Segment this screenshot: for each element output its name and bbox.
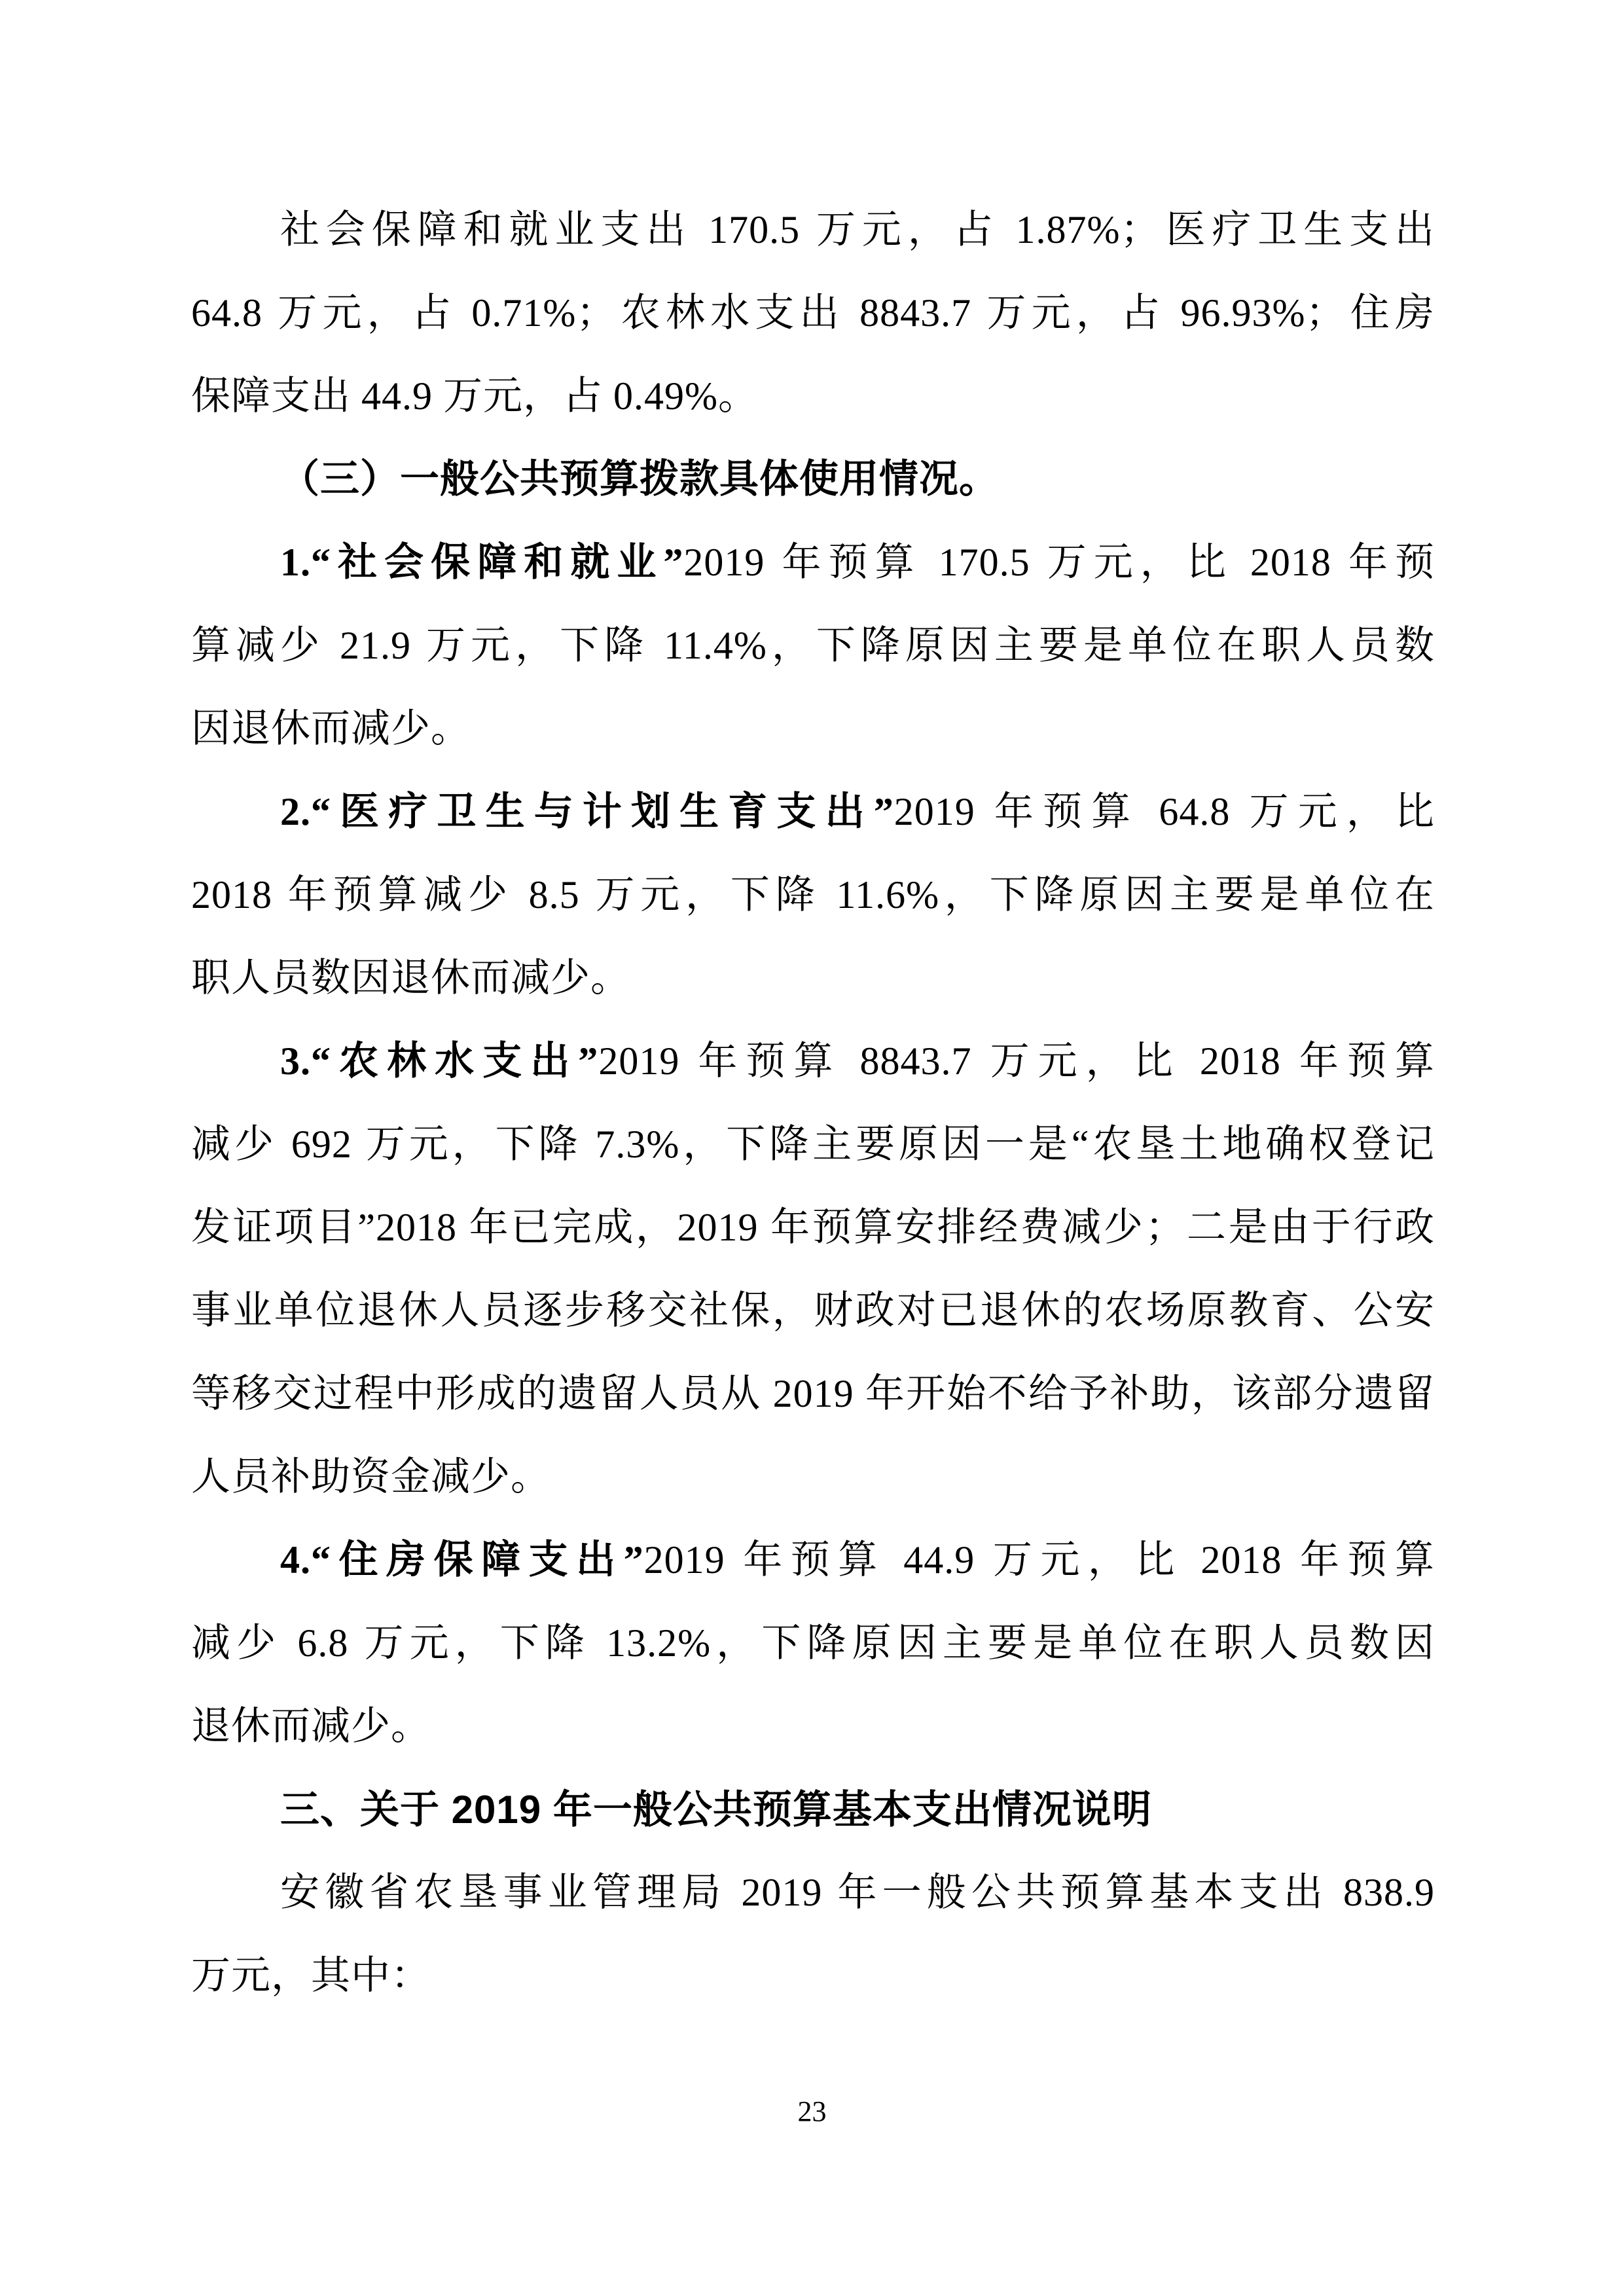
section-heading-basic-expenditure-bold: 三、关于 2019 年一般公共预算基本支出情况说明 xyxy=(280,1788,1152,1832)
doc-line-2 xyxy=(191,272,1435,355)
item-1-title-bold: 1.“社会保障和就业” xyxy=(280,541,684,584)
doc-line-22 xyxy=(191,1934,1435,2017)
doc-line-3-text: 保障支出 44.9 万元，占 0.49%。 xyxy=(191,374,758,418)
subsection-heading-funding-usage xyxy=(191,438,1435,521)
doc-line-1-text: 社会保障和就业支出 170.5 万元，占 1.87%；医疗卫生支出 xyxy=(280,208,1435,251)
doc-line-11-text: 2019 年预算 8843.7 万元，比 2018 年预算 xyxy=(598,1039,1435,1083)
doc-line-12-text: 减少 692 万元，下降 7.3%，下降主要原因一是“农垦土地确权登记 xyxy=(191,1123,1435,1166)
doc-line-14-text: 事业单位退休人员逐步移交社保，财政对已退休的农场原教育、公安 xyxy=(191,1289,1435,1332)
doc-line-19 xyxy=(191,1685,1435,1768)
doc-line-21 xyxy=(191,1851,1435,1934)
item-4-title-bold: 4.“住房保障支出” xyxy=(280,1538,644,1581)
doc-line-5 xyxy=(191,521,1435,604)
doc-line-1 xyxy=(191,189,1435,272)
section-heading-basic-expenditure xyxy=(191,1768,1435,1851)
item-2-title-bold: 2.“医疗卫生与计划生育支出” xyxy=(280,790,894,833)
doc-line-9 xyxy=(191,854,1435,937)
doc-line-10-text: 职人员数因退休而减少。 xyxy=(191,956,630,1000)
doc-line-10 xyxy=(191,937,1435,1020)
page-number: 23 xyxy=(797,2095,827,2127)
doc-line-7 xyxy=(191,687,1435,770)
doc-line-11 xyxy=(191,1020,1435,1103)
doc-line-22-text: 万元，其中： xyxy=(191,1954,431,1997)
subsection-heading-funding-usage-bold: （三）一般公共预算拨款具体使用情况。 xyxy=(280,458,999,501)
doc-line-18-text: 减少 6.8 万元，下降 13.2%，下降原因主要是单位在职人员数因 xyxy=(191,1621,1435,1665)
doc-line-17 xyxy=(191,1519,1435,1602)
doc-line-7-text: 因退休而减少。 xyxy=(191,707,471,750)
doc-line-18 xyxy=(191,1602,1435,1685)
doc-line-6 xyxy=(191,604,1435,687)
doc-line-12 xyxy=(191,1103,1435,1186)
doc-line-9-text: 2018 年预算减少 8.5 万元，下降 11.6%，下降原因主要是单位在 xyxy=(191,873,1435,916)
doc-line-8 xyxy=(191,770,1435,854)
doc-line-15 xyxy=(191,1352,1435,1436)
doc-line-6-text: 算减少 21.9 万元，下降 11.4%，下降原因主要是单位在职人员数 xyxy=(191,624,1435,667)
doc-line-21-text: 安徽省农垦事业管理局 2019 年一般公共预算基本支出 838.9 xyxy=(280,1871,1435,1914)
doc-line-17-text: 2019 年预算 44.9 万元，比 2018 年预算 xyxy=(643,1538,1435,1581)
doc-line-14 xyxy=(191,1269,1435,1352)
doc-line-2-text: 64.8 万元，占 0.71%；农林水支出 8843.7 万元，占 96.93%；住房 xyxy=(191,291,1435,334)
doc-line-19-text: 退休而减少。 xyxy=(191,1705,431,1748)
doc-line-5-text: 2019 年预算 170.5 万元，比 2018 年预 xyxy=(683,541,1435,584)
doc-line-16-text: 人员补助资金减少。 xyxy=(191,1455,550,1498)
document-body xyxy=(191,189,1435,2017)
doc-line-13-text: 发证项目”2018 年已完成，2019 年预算安排经费减少；二是由于行政 xyxy=(191,1206,1435,1249)
doc-line-15-text: 等移交过程中形成的遗留人员从 2019 年开始不给予补助，该部分遗留 xyxy=(191,1372,1435,1415)
doc-line-13 xyxy=(191,1186,1435,1269)
doc-line-16 xyxy=(191,1436,1435,1519)
doc-line-8-text: 2019 年预算 64.8 万元，比 xyxy=(893,790,1435,833)
doc-line-3 xyxy=(191,355,1435,438)
item-3-title-bold: 3.“农林水支出” xyxy=(280,1039,599,1083)
